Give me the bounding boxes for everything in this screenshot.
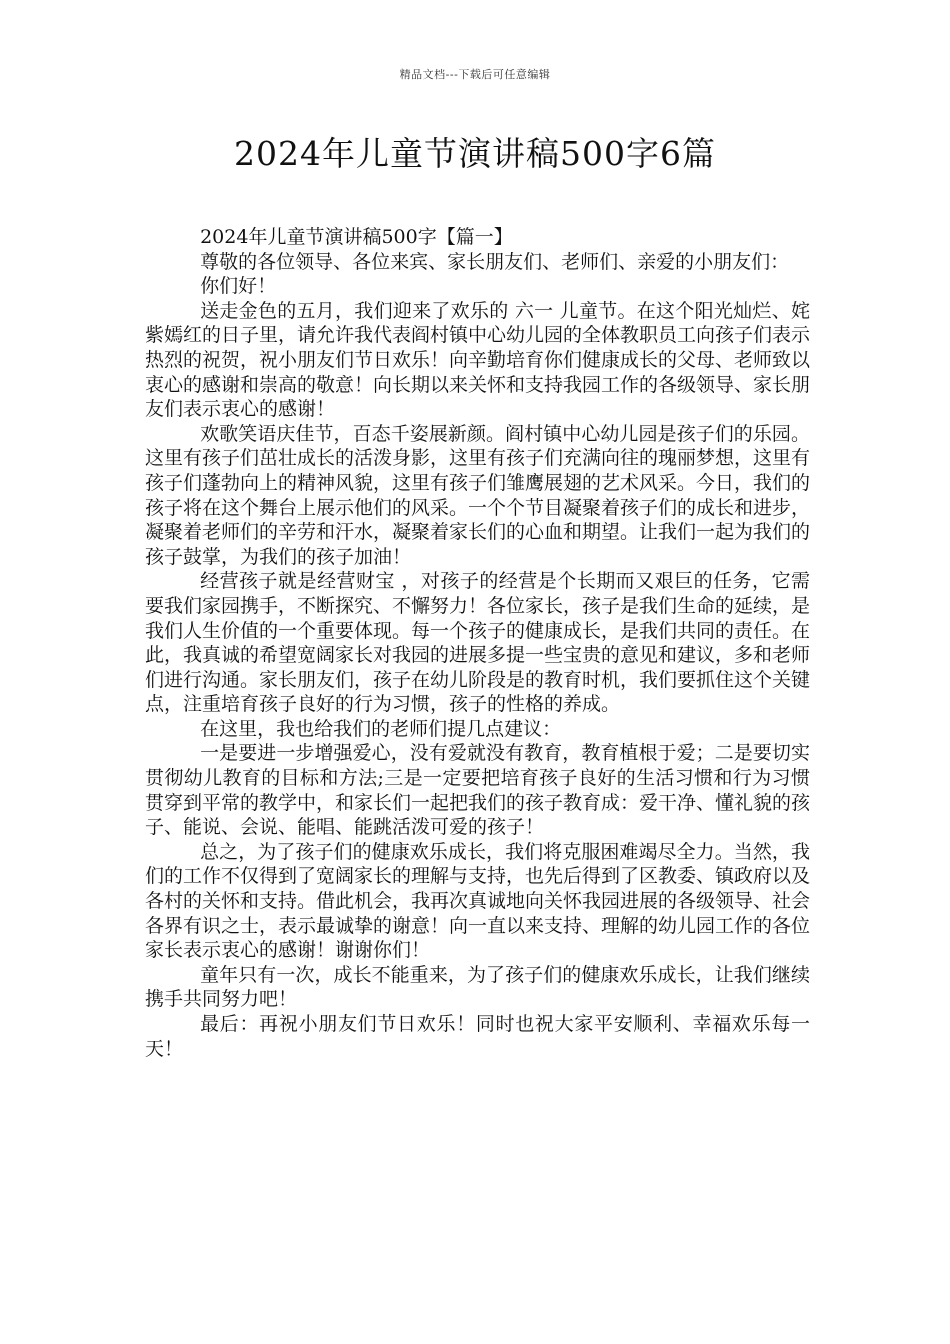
header-note: 精品文档---下载后可任意编辑 [399,68,551,81]
paragraph-salutation: 尊敬的各位领导、各位来宾、家长朋友们、老师们、亲爱的小朋友们： [200,250,790,273]
paragraph-body: 总之，为了孩子们的健康欢乐成长，我们将克服困难竭尽全力。当然，我们的工作不仅得到了宽阔家长的理解与支持，也先后得到了区教委、镇政府以及各村的关怀和支持。借此机会，我再次真诚地向关怀我园进展的各级领导、社会各界有识之士，表示最诚挚的谢意！向一直以来支持、理解的幼儿园工作的各位家长表示衷心的感谢！谢谢你们！ [145,840,811,962]
section-heading: 2024年儿童节演讲稿500字【篇一】 [200,226,513,248]
paragraph-body: 童年只有一次，成长不能重来，为了孩子们的健康欢乐成长，让我们继续携手共同努力吧！ [145,963,810,1011]
document-body [145,225,810,1061]
paragraph-closing: 最后：再祝小朋友们节日欢乐！同时也祝大家平安顺利、幸福欢乐每一天！ [145,1013,810,1060]
paragraph-body: 欢歌笑语庆佳节，百态千姿展新颜。阎村镇中心幼儿园是孩子们的乐园。这里有孩子们茁壮成长的活泼身影，这里有孩子们充满向往的瑰丽梦想，这里有孩子们蓬勃向上的精神风貌，这里有孩子们雏鹰展翅的艺术风采。今日，我们的孩子将在这个舞台上展示他们的风采。一个个节目凝聚着孩子们的成长和进步，凝聚着老师们的辛劳和汗水，凝聚着家长们的心血和期望。让我们一起为我们的孩子鼓掌，为我们的孩子加油！ [145,422,811,568]
paragraph-greeting: 你们好！ [200,275,277,298]
document-title: 2024年儿童节演讲稿500字6篇 [234,134,716,173]
paragraph-body: 经营孩子就是经营财宝 ，对孩子的经营是个长期而又艰巨的任务，它需要我们家园携手，不断探究、不懈努力！各位家长，孩子是我们生命的延续，是我们人生价值的一个重要体现。每一个孩子的健康成长，是我们共同的责任。在此，我真诚的希望宽阔家长对我园的进展多提一些宝贵的意见和建议，多和老师们进行沟通。家长朋友们，孩子在幼儿阶段是的教育时机，我们要抓住这个关键点，注重培育孩子良好的行为习惯，孩子的性格的养成。 [145,570,811,716]
paragraph-body: 送走金色的五月，我们迎来了欢乐的 六一 儿童节。在这个阳光灿烂、姹紫嫣红的日子里，请允许我代表阎村镇中心幼儿园的全体教职员工向孩子们表示热烈的祝贺，祝小朋友们节日欢乐！向辛勤培育你们健康成长的父母、老师致以衷心的感谢和崇高的敬意！向长期以来关怀和支持我园工作的各级领导、家长朋友们表示衷心的感谢！ [145,299,811,421]
paragraph-body: 在这里，我也给我们的老师们提几点建议： [200,717,562,740]
paragraph-body: 一是要进一步增强爱心，没有爱就没有教育，教育植根于爱；二是要切实贯彻幼儿教育的目标和方法;三是一定要把培育孩子良好的生活习惯和行为习惯贯穿到平常的教学中，和家长们一起把我们的孩子教育成：爱干净、懂礼貌的孩子、能说、会说、能唱、能跳活泼可爱的孩子！ [145,742,811,839]
